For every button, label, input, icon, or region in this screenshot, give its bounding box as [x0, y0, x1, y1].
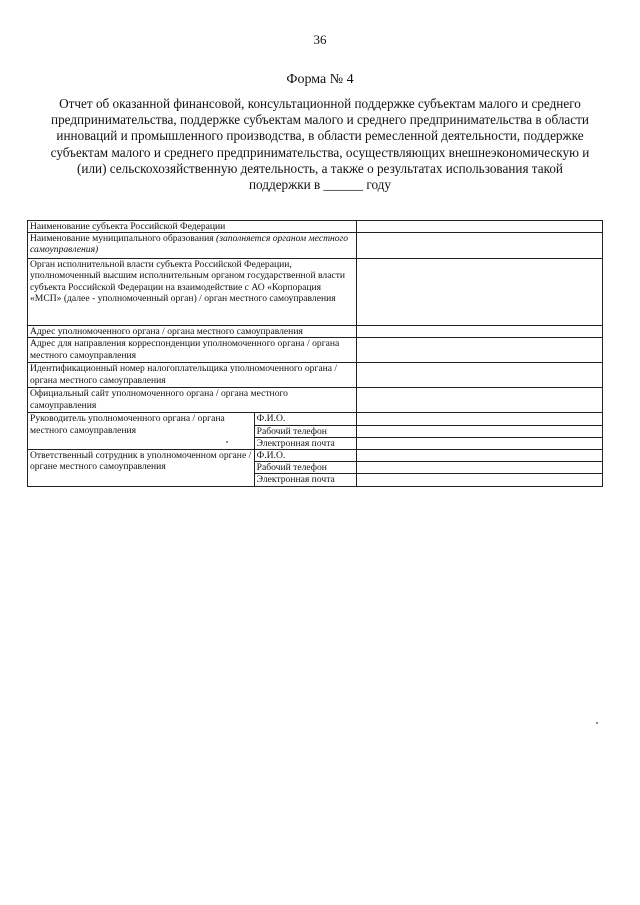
- table-row: [28, 450, 603, 462]
- row-label-municipality: [28, 233, 357, 259]
- row-label-subject-name: Наименование субъекта Российской Федерации: [28, 221, 357, 233]
- value-cell-municipality: [356, 233, 602, 259]
- responsible-phone-label: Рабочий телефон: [254, 462, 356, 474]
- value-cell-authorized-body: [356, 259, 602, 326]
- row-label-responsible: Ответственный сотрудник в уполномоченном органе / органе местного самоуправления: [28, 450, 255, 487]
- value-cell-website: [356, 388, 602, 413]
- table-row: [28, 233, 603, 259]
- value-cell-tax-id: [356, 363, 602, 388]
- page-number: 36: [313, 32, 327, 47]
- row-label-authorized-body: Орган исполнительной власти субъекта Российской Федерации, уполномоченный высшим исполнительным органом государственной власти субъекта Российской Федерации на взаимодействие с АО «Корпорация «МСП» (далее - уполномоченный орган) / орган местного самоуправления: [28, 259, 357, 326]
- table-row: [28, 338, 603, 363]
- report-form-table: [27, 220, 603, 487]
- municipality-label: Наименование муниципального образования: [30, 233, 214, 245]
- table-row: [28, 413, 603, 425]
- table-row: [28, 259, 603, 326]
- municipality-hint: (заполняется органом местного самоуправления): [30, 233, 349, 256]
- table-row: [28, 388, 603, 413]
- value-cell-responsible-phone: [356, 462, 602, 474]
- row-label-head: Руководитель уполномоченного органа / органа местного самоуправления: [28, 413, 255, 450]
- table-row: [28, 326, 603, 338]
- scan-speck: [596, 722, 598, 724]
- head-email-label: Электронная почта: [254, 437, 356, 449]
- value-cell-head-email: [356, 437, 602, 449]
- value-cell-subject-name: [356, 221, 602, 233]
- value-cell-address: [356, 326, 602, 338]
- responsible-email-label: Электронная почта: [254, 474, 356, 486]
- table-row: [28, 363, 603, 388]
- value-cell-correspondence-address: [356, 338, 602, 363]
- value-cell-head-phone: [356, 425, 602, 437]
- row-label-address: Адрес уполномоченного органа / органа местного самоуправления: [28, 326, 357, 338]
- head-fio-label: Ф.И.О.: [254, 413, 356, 425]
- value-cell-responsible-fio: [356, 450, 602, 462]
- form-title: Форма № 4: [286, 72, 354, 87]
- value-cell-responsible-email: [356, 474, 602, 486]
- responsible-fio-label: Ф.И.О.: [254, 450, 356, 462]
- row-label-website: Официальный сайт уполномоченного органа / органа местного самоуправления: [28, 388, 357, 413]
- value-cell-head-fio: [356, 413, 602, 425]
- scan-speck: [226, 441, 228, 443]
- row-label-correspondence-address: Адрес для направления корреспонденции уполномоченного органа / органа местного самоуправления: [28, 338, 357, 363]
- head-phone-label: Рабочий телефон: [254, 425, 356, 437]
- row-label-tax-id: Идентификационный номер налогоплательщика уполномоченного органа / органа местного самоуправления: [28, 363, 357, 388]
- document-title: Отчет об оказанной финансовой, консультационной поддержке субъектам малого и среднего предпринимательства, поддержке субъектам малого и среднего предпринимательства в области инноваций и промышленного производства, в области ремесленной деятельности, поддержке субъектам малого и среднего предпринимательства, осуществляющих внешнеэкономическую и (или) сельскохозяйственную деятельность, а также о результатах использования такой поддержки в ______ году: [50, 96, 590, 193]
- table-row: [28, 221, 603, 233]
